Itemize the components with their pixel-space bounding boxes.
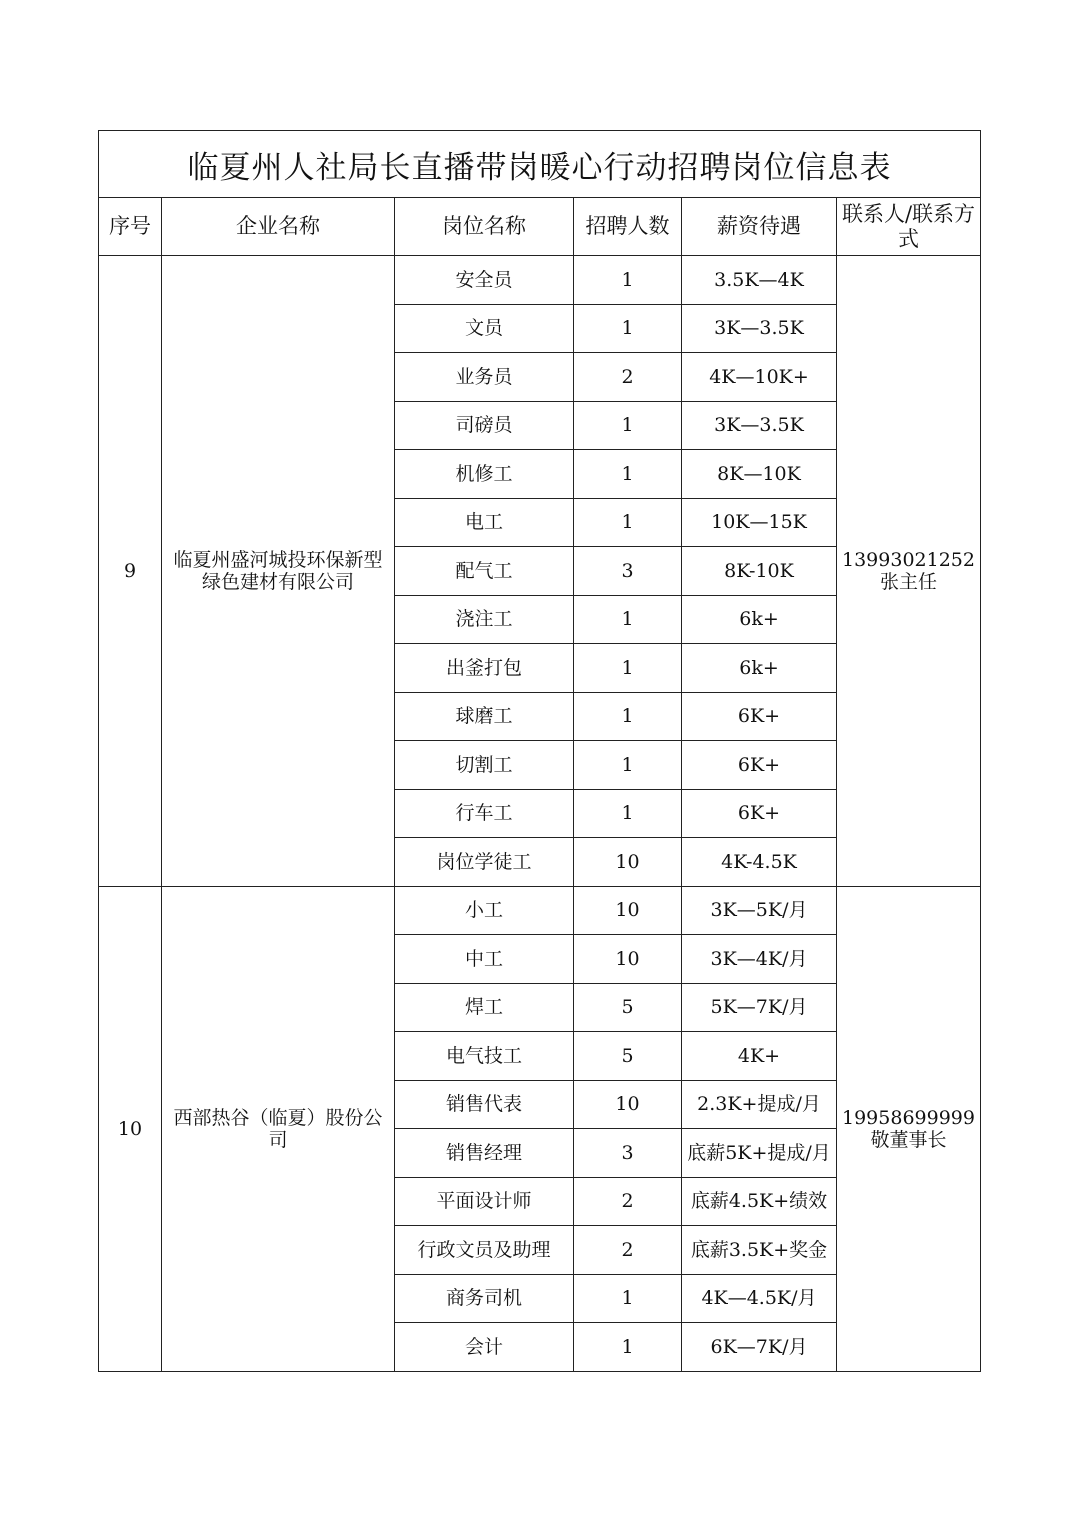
header-salary: 薪资待遇: [682, 198, 837, 256]
position-cell: 安全员: [395, 256, 574, 305]
header-contact: 联系人/联系方式: [837, 198, 981, 256]
company-cell: 临夏州盛河城投环保新型绿色建材有限公司: [162, 256, 395, 887]
count-cell: 1: [574, 304, 682, 353]
position-cell: 球磨工: [395, 692, 574, 741]
position-cell: 切割工: [395, 741, 574, 790]
position-cell: 机修工: [395, 450, 574, 499]
salary-cell: 6K—7K/月: [682, 1323, 837, 1372]
position-cell: 小工: [395, 886, 574, 935]
table-row: [99, 886, 981, 935]
position-cell: 文员: [395, 304, 574, 353]
count-cell: 3: [574, 547, 682, 596]
position-cell: 电气技工: [395, 1032, 574, 1081]
count-cell: 2: [574, 1226, 682, 1275]
contact-name: 敬董事长: [870, 1128, 947, 1151]
seq-cell: 10: [99, 886, 162, 1371]
count-cell: 1: [574, 595, 682, 644]
count-cell: 10: [574, 935, 682, 984]
contact-cell: [837, 886, 981, 1371]
count-cell: 1: [574, 741, 682, 790]
salary-cell: 3.5K—4K: [682, 256, 837, 305]
salary-cell: 4K—4.5K/月: [682, 1274, 837, 1323]
salary-cell: 底薪3.5K+奖金: [682, 1226, 837, 1275]
count-cell: 1: [574, 256, 682, 305]
position-cell: 商务司机: [395, 1274, 574, 1323]
salary-cell: 6K+: [682, 692, 837, 741]
position-cell: 电工: [395, 498, 574, 547]
count-cell: 1: [574, 1323, 682, 1372]
salary-cell: 8K—10K: [682, 450, 837, 499]
salary-cell: 3K—3.5K: [682, 304, 837, 353]
salary-cell: 6K+: [682, 789, 837, 838]
salary-cell: 2.3K+提成/月: [682, 1080, 837, 1129]
position-cell: 中工: [395, 935, 574, 984]
header-count: 招聘人数: [574, 198, 682, 256]
count-cell: 3: [574, 1129, 682, 1178]
salary-cell: 6k+: [682, 644, 837, 693]
count-cell: 2: [574, 1177, 682, 1226]
position-cell: 会计: [395, 1323, 574, 1372]
salary-cell: 底薪4.5K+绩效: [682, 1177, 837, 1226]
header-seq: 序号: [99, 198, 162, 256]
salary-cell: 4K—10K+: [682, 353, 837, 402]
contact-phone: 19958699999: [842, 1106, 975, 1129]
salary-cell: 5K—7K/月: [682, 983, 837, 1032]
position-cell: 司磅员: [395, 401, 574, 450]
count-cell: 10: [574, 1080, 682, 1129]
contact-cell: [837, 256, 981, 887]
salary-cell: 4K+: [682, 1032, 837, 1081]
salary-cell: 3K—4K/月: [682, 935, 837, 984]
count-cell: 1: [574, 789, 682, 838]
position-cell: 浇注工: [395, 595, 574, 644]
count-cell: 1: [574, 692, 682, 741]
salary-cell: 4K-4.5K: [682, 838, 837, 887]
count-cell: 10: [574, 886, 682, 935]
salary-cell: 3K—3.5K: [682, 401, 837, 450]
position-cell: 销售经理: [395, 1129, 574, 1178]
position-cell: 焊工: [395, 983, 574, 1032]
table-title: 临夏州人社局长直播带岗暖心行动招聘岗位信息表: [99, 131, 981, 198]
header-position: 岗位名称: [395, 198, 574, 256]
salary-cell: 8K-10K: [682, 547, 837, 596]
position-cell: 岗位学徒工: [395, 838, 574, 887]
count-cell: 2: [574, 353, 682, 402]
count-cell: 1: [574, 450, 682, 499]
salary-cell: 3K—5K/月: [682, 886, 837, 935]
count-cell: 5: [574, 983, 682, 1032]
count-cell: 1: [574, 401, 682, 450]
seq-cell: 9: [99, 256, 162, 887]
contact-name: 张主任: [879, 570, 937, 593]
count-cell: 5: [574, 1032, 682, 1081]
company-cell: 西部热谷（临夏）股份公司: [162, 886, 395, 1371]
salary-cell: 6K+: [682, 741, 837, 790]
count-cell: 1: [574, 644, 682, 693]
position-cell: 出釜打包: [395, 644, 574, 693]
position-cell: 行政文员及助理: [395, 1226, 574, 1275]
header-company: 企业名称: [162, 198, 395, 256]
position-cell: 销售代表: [395, 1080, 574, 1129]
position-cell: 行车工: [395, 789, 574, 838]
count-cell: 1: [574, 1274, 682, 1323]
position-cell: 平面设计师: [395, 1177, 574, 1226]
salary-cell: 6k+: [682, 595, 837, 644]
position-cell: 配气工: [395, 547, 574, 596]
table-row: [99, 256, 981, 305]
salary-cell: 10K—15K: [682, 498, 837, 547]
salary-cell: 底薪5K+提成/月: [682, 1129, 837, 1178]
contact-phone: 13993021252: [842, 548, 975, 571]
position-cell: 业务员: [395, 353, 574, 402]
count-cell: 10: [574, 838, 682, 887]
recruitment-table: [98, 130, 981, 1372]
count-cell: 1: [574, 498, 682, 547]
